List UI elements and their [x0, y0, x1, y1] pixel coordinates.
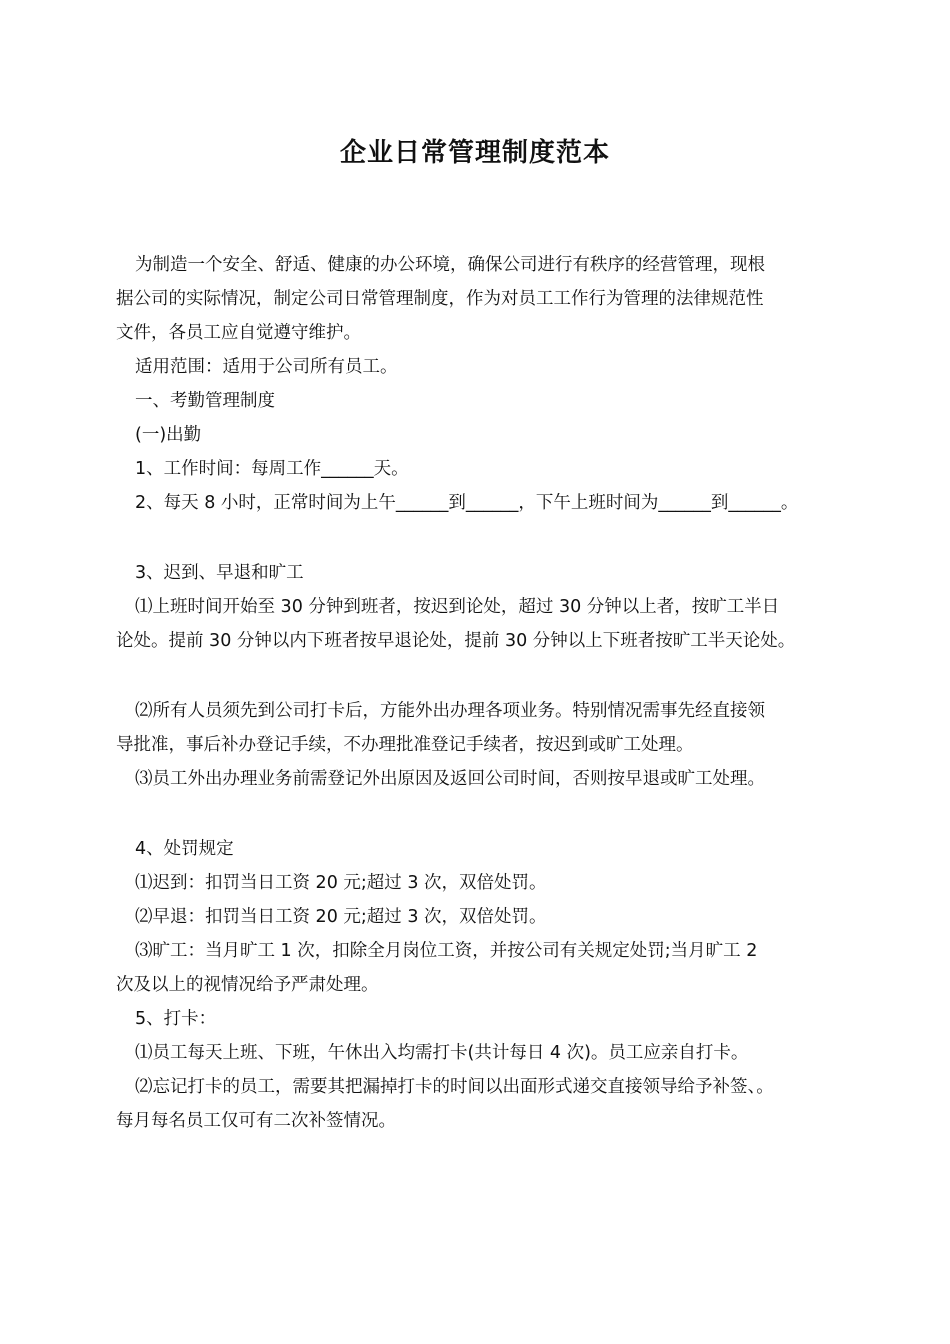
penalty-absent-line-2: 次及以上的视情况给予严肃处理。 [116, 975, 379, 995]
rule-heading-late-early-absent: 3、迟到、早退和旷工 [135, 563, 304, 583]
rule-late-2-line-2: 导批准，事后补办登记手续，不办理批准登记手续者，按迟到或旷工处理。 [116, 735, 694, 755]
intro-line-1: 为制造一个安全、舒适、健康的办公环境，确保公司进行有秩序的经营管理，现根 [135, 255, 765, 275]
document-title: 企业日常管理制度范本 [339, 138, 610, 168]
scope-line: 适用范围：适用于公司所有员工。 [135, 357, 398, 377]
rule-late-1-line-2: 论处。提前 30 分钟以内下班者按早退论处，提前 30 分钟以上下班者按旷工半天论处。 [116, 631, 796, 651]
rule-working-days: 1、工作时间：每周工作______天。 [135, 459, 409, 479]
clock-in-rule-2-line-2: 每月每名员工仅可有二次补签情况。 [116, 1111, 396, 1131]
penalty-absent-line-1: ⑶旷工：当月旷工 1 次，扣除全月岗位工资，并按公司有关规定处罚;当月旷工 2 [135, 941, 758, 961]
rule-heading-clock-in: 5、打卡： [135, 1009, 217, 1029]
document-body [116, 248, 851, 1138]
clock-in-rule-2-line-1: ⑵忘记打卡的员工，需要其把漏掉打卡的时间以出面形式递交直接领导给予补签、。 [135, 1077, 774, 1097]
clock-in-rule-1: ⑴员工每天上班、下班，午休出入均需打卡(共计每日 4 次)。员工应亲自打卡。 [135, 1043, 749, 1063]
penalty-early: ⑵早退：扣罚当日工资 20 元;超过 3 次，双倍处罚。 [135, 907, 547, 927]
section-heading-attendance: 一、考勤管理制度 [135, 391, 275, 411]
penalty-late: ⑴迟到：扣罚当日工资 20 元;超过 3 次，双倍处罚。 [135, 873, 547, 893]
rule-working-hours: 2、每天 8 小时，正常时间为上午______到______，下午上班时间为______到______。 [135, 493, 799, 513]
blank-gap [116, 658, 851, 694]
blank-gap [116, 796, 851, 832]
intro-line-2: 据公司的实际情况，制定公司日常管理制度，作为对员工工作行为管理的法律规范性 [116, 289, 764, 309]
rule-late-3: ⑶员工外出办理业务前需登记外出原因及返回公司时间，否则按早退或旷工处理。 [135, 769, 765, 789]
rule-late-2-line-1: ⑵所有人员须先到公司打卡后，方能外出办理各项业务。特别情况需事先经直接领 [135, 701, 765, 721]
subsection-heading-attendance: (一)出勤 [135, 425, 202, 445]
rule-heading-penalties: 4、处罚规定 [135, 839, 234, 859]
blank-gap [116, 520, 851, 556]
intro-line-3: 文件，各员工应自觉遵守维护。 [116, 323, 361, 343]
rule-late-1-line-1: ⑴上班时间开始至 30 分钟到班者，按迟到论处，超过 30 分钟以上者，按旷工半日 [135, 597, 780, 617]
